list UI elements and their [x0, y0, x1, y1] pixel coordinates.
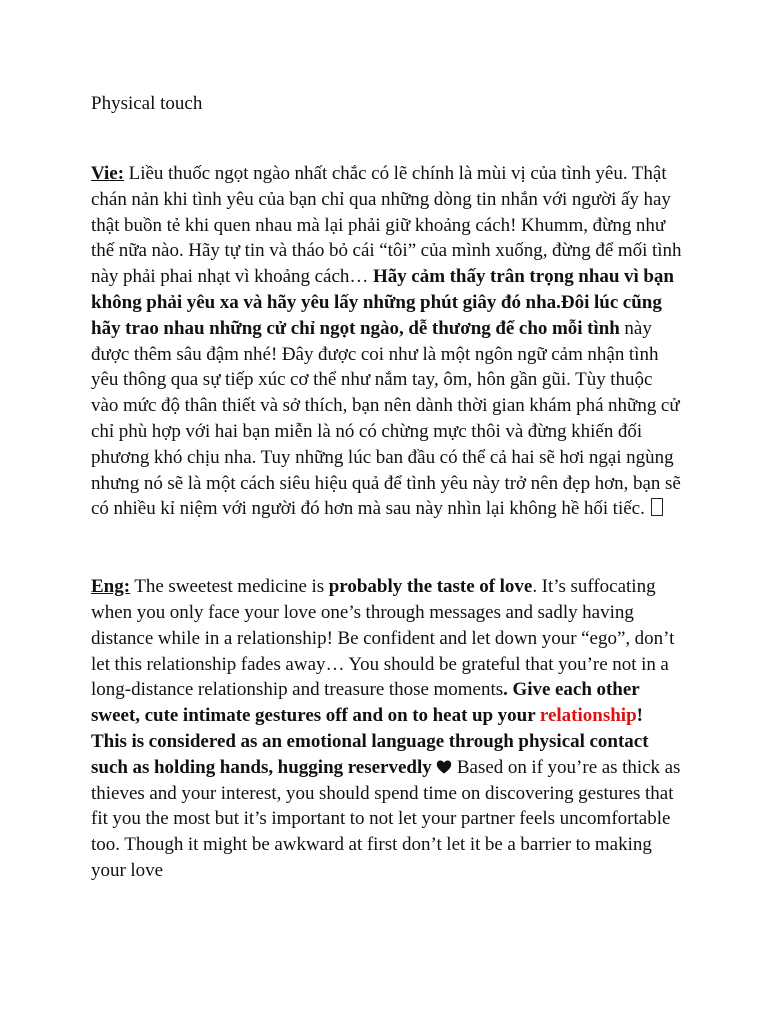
eng-text-1: The sweetest medicine is: [130, 576, 329, 598]
vie-text-2: này được thêm sâu đậm nhé! Đây được coi như là một ngôn ngữ cảm nhận tình yêu thông qua sự tiếp xúc cơ thể như nắm tay, ôm, hôn gần gũi. Tùy thuộc vào mức độ thân thiết và sở thích, bạn nên dành thời gian khám phá những cử chỉ phù hợp với hai bạn miễn là nó có chừng mực thôi và đừng khiến đối phương khó chịu nha. Tuy những lúc ban đầu có thể cả hai sẽ hơi ngại ngùng nhưng nó sẽ là một cách siêu hiệu quả để tình yêu này trở nên đẹp hơn, bạn sẽ có nhiều kỉ niệm với người đó hơn mà sau này nhìn lại không hề hối tiếc.: [91, 317, 681, 520]
document-title: Physical touch: [91, 93, 203, 114]
eng-bold-text-3: ! This is considered as an emotional language through physical contact such as holding hands, hugging reservedly: [91, 705, 649, 778]
eng-text-2: . It’s suffocating when you only face your love one’s through messages and sadly having distance while in a relationship! Be confident and let down your “ego”, don’t let this relationship fades away… You should be grateful that you’re not in a long-distance relationship and treasure those moments: [91, 576, 675, 701]
eng-highlight-relationship: relationship: [539, 705, 637, 727]
vie-label: Vie:: [91, 163, 125, 184]
eng-bold-text-1: probably the taste of love: [328, 576, 533, 598]
vie-text-1: Liều thuốc ngọt ngào nhất chắc có lẽ chính là mùi vị của tình yêu. Thật chán nản khi tình yêu của bạn chỉ qua những dòng tin nhắn với người ấy hay thật buồn tẻ khi quen nhau mà lại phải giữ khoảng cách! Khumm, đừng như thế nữa nào. Hãy tự tin và tháo bỏ cái “tôi” của mình xuống, đừng để mối tình này phải phai nhạt vì khoảng cách…: [91, 163, 682, 288]
vie-bold-text: Hãy cảm thấy trân trọng nhau vì bạn không phải yêu xa và hãy yêu lấy những phút giây đó nha.Đôi lúc cũng hãy trao nhau những cử chỉ ngọt ngào, dễ thương để cho mỗi tình: [91, 266, 674, 339]
eng-text-3: Based on if you’re as thick as thieves and your interest, you should spend time on discovering gestures that fit you the most but it’s important to not let your partner feels uncomfortable too. Though it might be awkward at first don’t let it be a barrier to making your love: [91, 756, 681, 881]
eng-label: Eng:: [91, 576, 131, 598]
vietnamese-paragraph: [91, 161, 682, 522]
heart-icon: [436, 759, 452, 775]
eng-bold-text-2: . Give each other sweet, cute intimate gestures off and on to heat up your: [91, 679, 640, 727]
english-paragraph: [91, 574, 682, 884]
missing-glyph-box-icon: [651, 498, 663, 516]
